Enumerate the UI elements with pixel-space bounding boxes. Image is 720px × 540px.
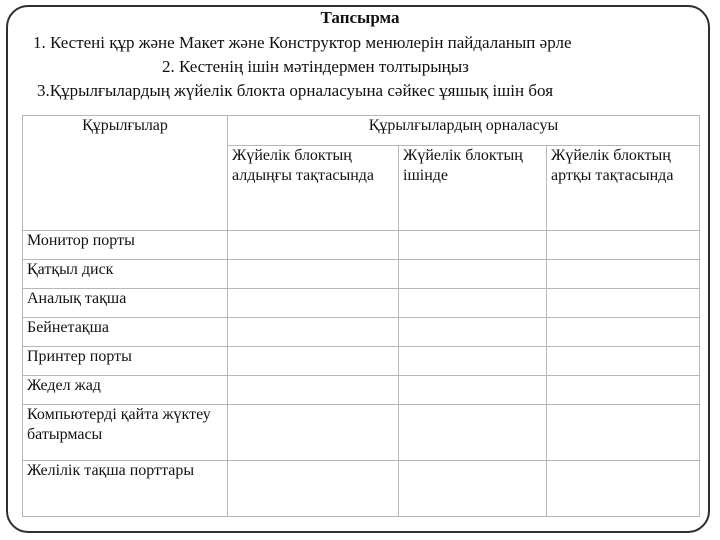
cell-inside[interactable] [399, 347, 547, 376]
device-name: Жедел жад [23, 376, 228, 405]
subheader-back-panel: Жүйелік блоктың артқы тақтасында [547, 146, 700, 231]
cell-inside[interactable] [399, 289, 547, 318]
task-title: Тапсырма [320, 8, 400, 27]
cell-front[interactable] [228, 289, 399, 318]
cell-back[interactable] [547, 231, 700, 260]
cell-back[interactable] [547, 461, 700, 517]
table-row [23, 461, 700, 517]
cell-back[interactable] [547, 376, 700, 405]
table-row [23, 376, 700, 405]
cell-front[interactable] [228, 318, 399, 347]
task-line-2: 2. Кестенің ішін мәтіндермен толтырыңыз [162, 57, 469, 76]
cell-inside[interactable] [399, 260, 547, 289]
device-name: Бейнетақша [23, 318, 228, 347]
table-row [23, 231, 700, 260]
cell-back[interactable] [547, 347, 700, 376]
cell-front[interactable] [228, 347, 399, 376]
subheader-front-panel: Жүйелік блоктың алдыңғы тақтасында [228, 146, 399, 231]
table-row [23, 318, 700, 347]
header-devices-continued [23, 146, 228, 231]
cell-back[interactable] [547, 318, 700, 347]
cell-back[interactable] [547, 405, 700, 461]
cell-back[interactable] [547, 260, 700, 289]
task-line-3: 3.Құрылғылардың жүйелік блокта орналасуына сәйкес ұяшық ішін боя [37, 81, 554, 100]
table-row [23, 289, 700, 318]
subheader-inside: Жүйелік блоктың ішінде [399, 146, 547, 231]
cell-inside[interactable] [399, 405, 547, 461]
device-name: Желілік тақша порттары [23, 461, 228, 517]
device-name: Принтер порты [23, 347, 228, 376]
subheader-row [23, 146, 700, 231]
cell-front[interactable] [228, 260, 399, 289]
cell-back[interactable] [547, 289, 700, 318]
cell-front[interactable] [228, 461, 399, 517]
table-row [23, 347, 700, 376]
cell-front[interactable] [228, 231, 399, 260]
cell-inside[interactable] [399, 461, 547, 517]
header-location: Құрылғылардың орналасуы [228, 116, 700, 146]
table-row [23, 405, 700, 461]
header-devices: Құрылғылар [23, 116, 228, 146]
device-name: Монитор порты [23, 231, 228, 260]
task-line-1: 1. Кестені құр және Макет және Конструктор менюлерін пайдаланып әрле [33, 33, 572, 52]
device-name: Аналық тақша [23, 289, 228, 318]
header-row [23, 116, 700, 146]
cell-inside[interactable] [399, 231, 547, 260]
cell-inside[interactable] [399, 376, 547, 405]
device-name: Қатқыл диск [23, 260, 228, 289]
cell-front[interactable] [228, 376, 399, 405]
devices-table [22, 115, 700, 517]
device-name: Компьютерді қайта жүктеу батырмасы [23, 405, 228, 461]
table-row [23, 260, 700, 289]
cell-front[interactable] [228, 405, 399, 461]
cell-inside[interactable] [399, 318, 547, 347]
